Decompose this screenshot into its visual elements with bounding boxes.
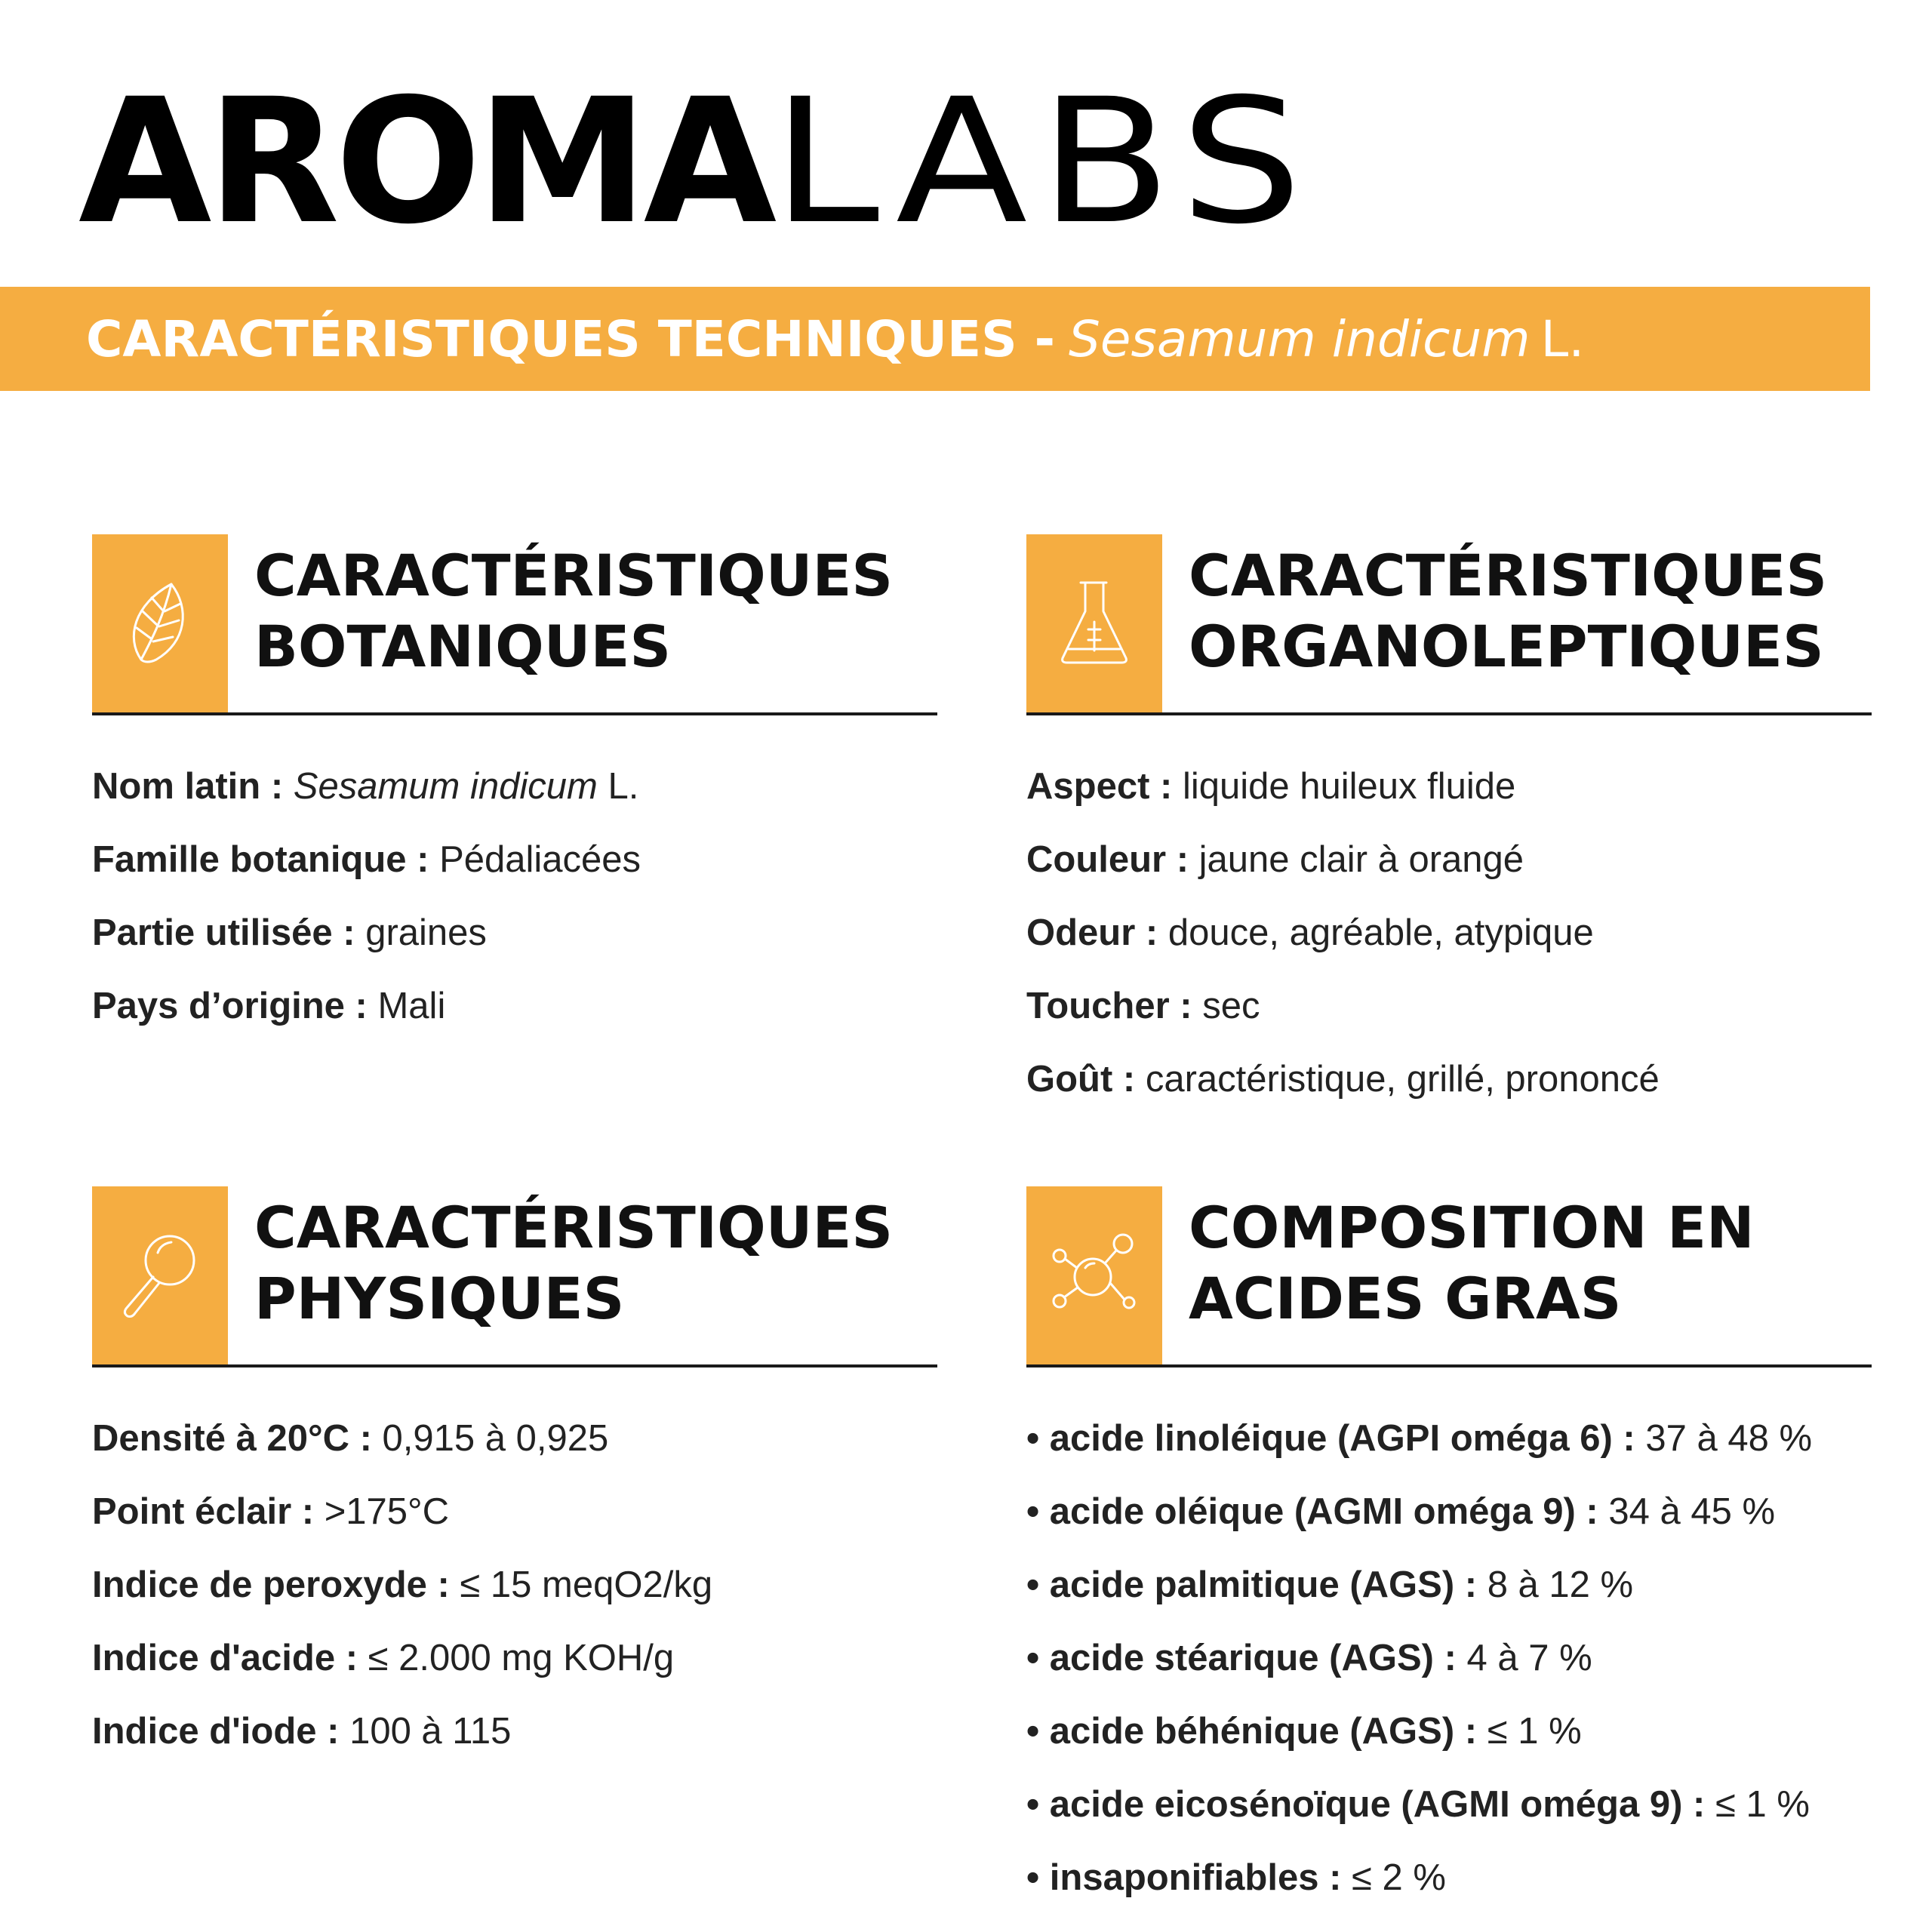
list-item: • acide linoléique (AGPI oméga 6) : 37 à 48 % (1026, 1418, 1813, 1459)
field-row: Famille botanique : Pédaliacées (92, 839, 641, 880)
icon-tile (92, 534, 228, 712)
icon-tile (1026, 534, 1162, 712)
field-row: Indice d'acide : ≤ 2.000 mg KOH/g (92, 1638, 675, 1678)
field-row: Densité à 20°C : 0,915 à 0,925 (92, 1418, 609, 1459)
leaf-icon (126, 578, 194, 669)
magnifier-icon (118, 1230, 202, 1321)
field-row: Toucher : sec (1026, 986, 1260, 1026)
section-title: CARACTÉRISTIQUES BOTANIQUES (254, 542, 894, 680)
field-row: Aspect : liquide huileux fluide (1026, 766, 1516, 807)
list-item: • acide palmitique (AGS) : 8 à 12 % (1026, 1564, 1634, 1605)
banner-title: CARACTÉRISTIQUES TECHNIQUES - (86, 309, 1056, 368)
list-item: • acide oléique (AGMI oméga 9) : 34 à 45 % (1026, 1491, 1776, 1532)
field-row: Indice de peroxyde : ≤ 15 meqO2/kg (92, 1564, 713, 1605)
field-list (1026, 750, 1872, 1116)
field-row: Partie utilisée : graines (92, 912, 487, 953)
list-item: • acide eicosénoïque (AGMI oméga 9) : ≤ 1 % (1026, 1784, 1810, 1825)
field-list (1026, 1402, 1872, 1915)
section-header (92, 534, 937, 715)
molecule-icon (1049, 1230, 1140, 1321)
field-row: Odeur : douce, agréable, atypique (1026, 912, 1594, 953)
field-row: Indice d'iode : 100 à 115 (92, 1711, 512, 1752)
field-row: Point éclair : >175°C (92, 1491, 450, 1532)
field-list (92, 750, 937, 1043)
brand-logo-part1: AROMA (78, 61, 773, 262)
banner-author: L. (1540, 309, 1585, 368)
list-item: • insaponifiables : ≤ 2 % (1026, 1857, 1446, 1898)
flask-icon (1057, 578, 1132, 669)
field-row: Pays d’origine : Mali (92, 986, 446, 1026)
icon-tile (1026, 1186, 1162, 1364)
section-header (92, 1186, 937, 1367)
section-title: COMPOSITION EN ACIDES GRAS (1189, 1194, 1755, 1332)
field-row: Nom latin : Sesamum indicum L. (92, 766, 639, 807)
section-header (1026, 534, 1872, 715)
banner-latin-name: Sesamum indicum (1069, 309, 1531, 368)
field-row: Goût : caractéristique, grillé, prononcé (1026, 1059, 1660, 1100)
title-banner (0, 287, 1870, 391)
field-list (92, 1402, 937, 1768)
section-header (1026, 1186, 1872, 1367)
list-item: • acide béhénique (AGS) : ≤ 1 % (1026, 1711, 1582, 1752)
icon-tile (92, 1186, 228, 1364)
section-organoleptic (1026, 534, 1872, 1116)
section-fatty-acids (1026, 1186, 1872, 1915)
section-botanical (92, 534, 937, 1043)
section-physical (92, 1186, 937, 1768)
brand-logo (78, 61, 1315, 262)
section-title: CARACTÉRISTIQUES PHYSIQUES (254, 1194, 894, 1332)
field-row: Couleur : jaune clair à orangé (1026, 839, 1524, 880)
list-item: • acide stéarique (AGS) : 4 à 7 % (1026, 1638, 1592, 1678)
brand-logo-part2: LABS (772, 61, 1315, 262)
section-title: CARACTÉRISTIQUES ORGANOLEPTIQUES (1189, 542, 1828, 680)
